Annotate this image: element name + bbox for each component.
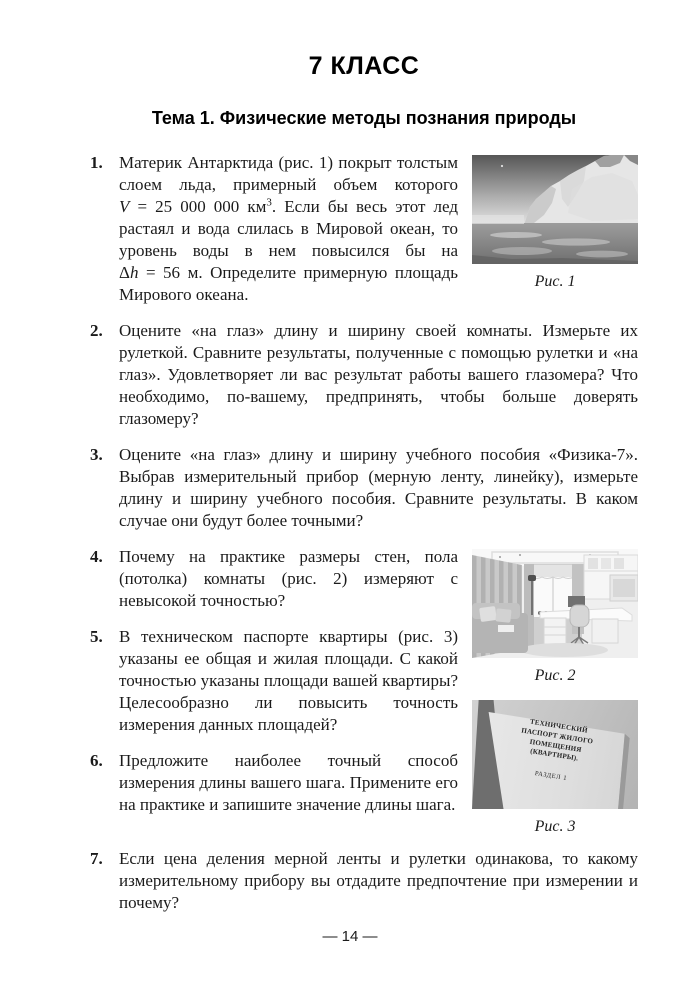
passport-title: ТЕХНИЧЕСКИЙ ПАСПОРТ ЖИЛОГО ПОМЕЩЕНИЯ (КВАРТИРЫ). [520,717,594,763]
problem-item-1 [90,152,638,306]
problem-number: 1. [90,153,103,172]
problem-text: Предложите наиболее точный способ измерения длины вашего шага. Примените его на практике и запишите значение длины шага. [119,751,458,814]
superscript-3: 3 [266,196,272,209]
problem-number: 5. [90,627,103,646]
problem-item-2 [90,320,638,430]
p1-text-part-2: = 25 000 000 км [129,197,267,216]
problem-text: Почему на практике размеры стен, пола (потолка) комнаты (рис. 2) измеряют с невысокой точностью? [119,547,458,610]
problem-text: В техническом паспорте квартиры (рис. 3) указаны ее общая и жилая площади. С какой точностью указаны площади вашей квартиры? Целесообразно ли повысить точность измерения данных площадей? [119,627,458,734]
figure-2-caption: Рис. 2 [534,667,576,684]
problem-number: 6. [90,751,103,770]
page-number: — 14 — [322,928,378,945]
problem-item-6 [90,750,638,816]
problem-text: Если цена деления мерной ленты и рулетки одинакова, то какому измерительному прибору вы отдадите предпочтение при измерении и почему? [119,849,638,912]
figure-1 [472,155,638,293]
problem-item-7 [90,848,638,914]
topic-title: Тема 1. Физические методы познания природы [151,108,577,128]
p1-text-part-4: = 56 м. Определите примерную площадь Мирового океана. [119,263,458,304]
problem-number: 2. [90,321,103,340]
problem-item-3 [90,444,638,532]
problem-text: Оцените «на глаз» длину и ширину учебного пособия «Физика-7». Выбрав измерительный прибор (мерную ленту, линейку), измерьте длину и ширину учебного пособия. Сравните результаты. В каком случае они будут более точными? [119,445,638,530]
variable-V: V [119,197,130,216]
problem-list [90,152,638,914]
iceberg-photo [472,155,638,264]
variable-h: h [129,263,139,282]
passport-section: РАЗДЕЛ 1 [534,770,568,783]
p1-text-part-1: Материк Антарктида (рис. 1) покрыт толстым слоем льда, примерный объем которого [119,153,458,194]
grade-title: 7 КЛАСС [308,52,420,80]
problem-number: 3. [90,445,103,464]
figure-1-caption: Рис. 1 [534,273,576,290]
figure-3-caption: Рис. 3 [534,818,576,835]
problem-number: 4. [90,547,103,566]
problem-number: 7. [90,849,103,868]
p1-text-part-3: . Если бы весь этот лед растаял и вода слилась в Мировой океан, то уровень воды в нем повысился бы на Δ [119,197,458,282]
problem-text: Оцените «на глаз» длину и ширину своей комнаты. Измерьте их рулеткой. Сравните результаты, полученные с помощью рулетки и «на глаз». Удовлетворяет ли вас результат работы вашего глазомера? Что необходимо, по-вашему, предпринять, чтобы больше доверять глазомеру? [119,321,638,428]
